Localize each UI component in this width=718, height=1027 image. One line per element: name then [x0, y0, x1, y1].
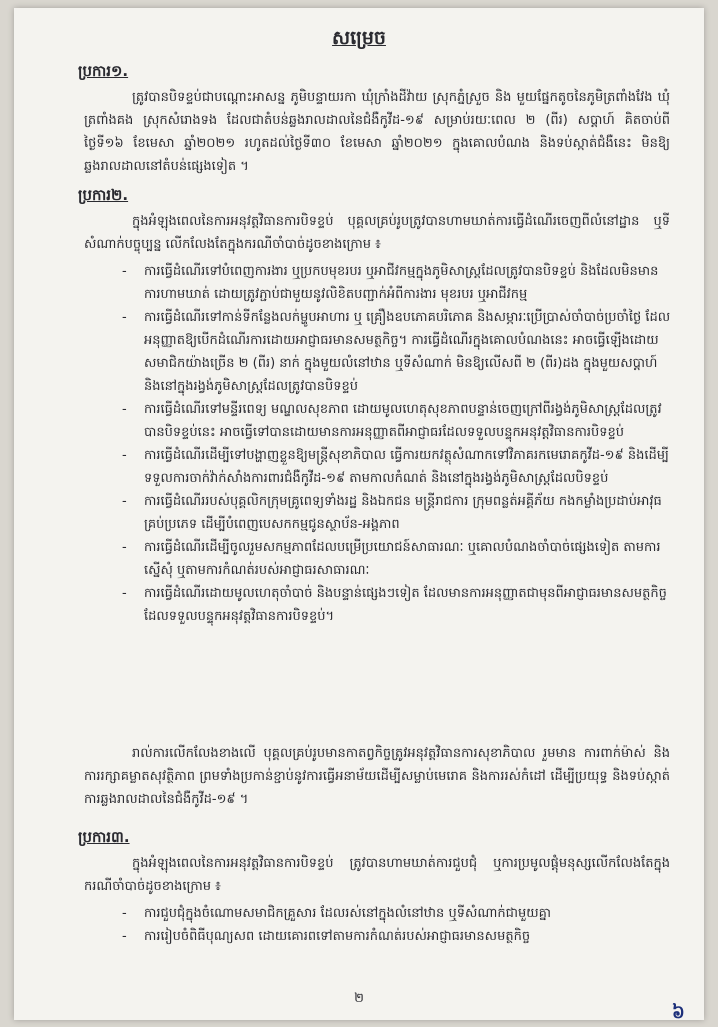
section-3-intro [84, 852, 670, 898]
page-number: ២ [354, 991, 364, 1006]
list-item-text: ការធ្វើដំណើរទៅកាន់ទីកន្លែងលក់ម្ហូបអាហារ ឬ គ្រឿងឧបភោគបរិភោគ និងសម្ភារៈប្រើប្រាស់ចាំបាច់ប្រចាំថ្ងៃ ដែលអនុញ្ញាតឱ្យបើកដំណើរការដោយអាជ្ញាធរមានសមត្ថកិច្ច។ ការធ្វើដំណើរក្នុងគោលបំណងនេះ អាចធ្វើឡើងដោយសមាជិកយ៉ាងច្រើន ២ (ពីរ) នាក់ ក្នុងមួយលំនៅឋាន ឬទីសំណាក់ មិនឱ្យលើសពី ២ (ពីរ)ដង ក្នុងមួយសប្ដាហ៍ និងនៅក្នុងរង្វង់ភូមិសាស្ត្រដែលត្រូវបានបិទខ្ទប់ [144, 310, 671, 394]
list-item: - ការជួបជុំក្នុងចំណោមសមាជិកគ្រួសារ ដែលរស់នៅក្នុងលំនៅឋាន ឬទីសំណាក់ជាមួយគ្នា [122, 906, 551, 921]
list-item: - ការធ្វើដំណើរទៅបំពេញការងារ ឬប្រកបមុខរបរ ឬអាជីវកម្មក្នុងភូមិសាស្ត្រដែលត្រូវបានបិទខ្ទប់ និងដែលមិនមានការហាមឃាត់ ដោយត្រូវភ្ជាប់ជាមួយនូវលិខិតបញ្ជាក់អំពីការងារ មុខរបរ ឬអាជីវកម្ម [122, 264, 659, 302]
list-item: - ការរៀបចំពិធីបុណ្យសព ដោយគោរពទៅតាមការកំណត់របស់អាជ្ញាធរមានសមត្ថកិច្ច [122, 929, 531, 944]
handwritten-page-mark: ៦ [672, 1002, 685, 1023]
section-1-heading: ប្រការ១. [78, 62, 129, 80]
list-item-text: ការធ្វើដំណើរទៅមន្ទីរពេទ្យ មណ្ឌលសុខភាព ដោយមូលហេតុសុខភាពបន្ទាន់ចេញក្រៅពីរង្វង់ភូមិសាស្ត្រដែលត្រូវបានបិទខ្ទប់នេះ អាចធ្វើទៅបានដោយមានការអនុញ្ញាតពីអាជ្ញាធរដែលទទួលបន្ទុកអនុវត្តវិធានការបិទខ្ទប់ [144, 402, 662, 440]
section-2-closing [84, 742, 670, 811]
list-item: - ការធ្វើដំណើរទៅកាន់ទីកន្លែងលក់ម្ហូបអាហារ ឬ គ្រឿងឧបភោគបរិភោគ និងសម្ភារៈប្រើប្រាស់ចាំបាច់ប្រចាំថ្ងៃ ដែលអនុញ្ញាតឱ្យបើកដំណើរការដោយអាជ្ញាធរមានសមត្ថកិច្ច។ ការធ្វើដំណើរក្នុងគោលបំណងនេះ អាចធ្វើឡើងដោយសមាជិកយ៉ាងច្រើន ២ (ពីរ) នាក់ ក្នុងមួយលំនៅឋាន ឬទីសំណាក់ មិនឱ្យលើសពី ២ (ពីរ)ដង ក្នុងមួយសប្ដាហ៍ និងនៅក្នុងរង្វង់ភូមិសាស្ត្រដែលត្រូវបានបិទខ្ទប់ [122, 310, 671, 394]
section-3-list [122, 902, 674, 948]
section-3-intro-text: ក្នុងអំឡុងពេលនៃការអនុវត្តវិធានការបិទខ្ទប់ ត្រូវបានហាមឃាត់ការជួបជុំ ឬការប្រមូលផ្ដុំមនុស្សលើកលែងតែក្នុងករណីចាំបាច់ដូចខាងក្រោម ៖ [84, 856, 670, 894]
list-item: - ការធ្វើដំណើរដោយមូលហេតុចាំបាច់ និងបន្ទាន់ផ្សេងៗទៀត ដែលមានការអនុញ្ញាតជាមុនពីអាជ្ញាធរមានសមត្ថកិច្ចដែលទទួលបន្ទុកអនុវត្តវិធានការបិទខ្ទប់។ [122, 586, 667, 624]
section-3-heading: ប្រការ៣. [78, 828, 130, 846]
section-1-text: ត្រូវបានបិទខ្ទប់ជាបណ្ដោះអាសន្ន ភូមិបន្ទាយរកា ឃុំក្រាំងដីវ៉ាយ ស្រុកភ្នំស្រួច និង មួយផ្នែកតូចនៃភូមិត្រពាំងវែង ឃុំត្រពាំងគង ស្រុកសំរោងទង ដែលជាតំបន់ឆ្លងរាលដាលនៃជំងឺកូវីដ-១៩ សម្រាប់រយៈពេល ២ (ពីរ) សប្ដាហ៍ គិតចាប់ពី ថ្ងៃទី១៦ ខែមេសា ឆ្នាំ២០២១ រហូតដល់ថ្ងៃទី៣០ ខែមេសា ឆ្នាំ២០២១ ក្នុងគោលបំណង និងទប់ស្កាត់ជំងឺនេះ មិនឱ្យឆ្លងរាលដាលនៅតំបន់ផ្សេងទៀត ។ [84, 90, 670, 174]
section-2-intro-text: ក្នុងអំឡុងពេលនៃការអនុវត្តវិធានការបិទខ្ទប់ បុគ្គលគ្រប់រូបត្រូវបានហាមឃាត់ការធ្វើដំណើរចេញពីលំនៅដ្ឋាន ឬទីសំណាក់បច្ចុប្បន្ន លើកលែងតែក្នុងករណីចាំបាច់ដូចខាងក្រោម ៖ [84, 214, 670, 252]
section-2-list [122, 260, 674, 628]
document-title: សម្រេច [332, 27, 386, 49]
list-item-text: ការជួបជុំក្នុងចំណោមសមាជិកគ្រួសារ ដែលរស់នៅក្នុងលំនៅឋាន ឬទីសំណាក់ជាមួយគ្នា [144, 906, 551, 921]
section-2-heading: ប្រការ២. [78, 186, 129, 204]
list-item: - ការធ្វើដំណើររបស់បុគ្គលិកក្រុមគ្រូពេទ្យទាំងរដ្ឋ និងឯកជន មន្ត្រីរាជការ ក្រុមពន្លត់អគ្គីភ័យ កងកម្លាំងប្រដាប់អាវុធគ្រប់ប្រភេទ ដើម្បីបំពេញបេសកកម្មជូនស្ថាប័ន-អង្គភាព [122, 494, 662, 532]
list-item-text: ការធ្វើដំណើរដើម្បីចូលរួមសកម្មភាពដែលបម្រើប្រយោជន៍សាធារណៈ ឬគោលបំណងចាំបាច់ផ្សេងទៀត តាមការស្នើសុំ ឬតាមការកំណត់របស់អាជ្ញាធរសាធារណៈ [144, 540, 661, 578]
list-item: - ការធ្វើដំណើរដើម្បីចូលរួមសកម្មភាពដែលបម្រើប្រយោជន៍សាធារណៈ ឬគោលបំណងចាំបាច់ផ្សេងទៀត តាមការស្នើសុំ ឬតាមការកំណត់របស់អាជ្ញាធរសាធារណៈ [122, 540, 661, 578]
list-item-text: ការធ្វើដំណើរទៅបំពេញការងារ ឬប្រកបមុខរបរ ឬអាជីវកម្មក្នុងភូមិសាស្ត្រដែលត្រូវបានបិទខ្ទប់ និងដែលមិនមានការហាមឃាត់ ដោយត្រូវភ្ជាប់ជាមួយនូវលិខិតបញ្ជាក់អំពីការងារ មុខរបរ ឬអាជីវកម្ម [144, 264, 659, 302]
list-item-text: ការធ្វើដំណើរដោយមូលហេតុចាំបាច់ និងបន្ទាន់ផ្សេងៗទៀត ដែលមានការអនុញ្ញាតជាមុនពីអាជ្ញាធរមានសមត្ថកិច្ចដែលទទួលបន្ទុកអនុវត្តវិធានការបិទខ្ទប់។ [144, 586, 667, 624]
section-2-intro [84, 210, 670, 256]
section-2-closing-text: រាល់ការលើកលែងខាងលើ បុគ្គលគ្រប់រូបមានកាតព្វកិច្ចត្រូវអនុវត្តវិធានការសុខាភិបាល រួមមាន ការពាក់ម៉ាស់ និងការរក្សាគម្លាតសុវត្ថិភាព ព្រមទាំងប្រកាន់ខ្ជាប់នូវការធ្វើអនាម័យដើម្បីសម្លាប់មេរោគ និងការរស់កំដៅ ដើម្បីប្រយុទ្ធ និងទប់ស្កាត់ការឆ្លងរាលដាលនៃជំងឺកូវីដ-១៩ ។ [84, 746, 670, 807]
list-item-text: ការធ្វើដំណើរដើម្បីទៅបង្ហាញខ្លួនឱ្យមន្ត្រីសុខាភិបាល ធ្វើការយកវត្ថុសំណាកទៅវិភាគរកមេរោគកូវីដ-១៩ និងដើម្បីទទួលការចាក់វ៉ាក់សាំងការពារជំងឺកូវីដ-១៩ តាមកាលកំណត់ និងនៅក្នុងរង្វង់ភូមិសាស្ត្រដែលបិទខ្ទប់ [144, 448, 669, 486]
list-item: - ការធ្វើដំណើរទៅមន្ទីរពេទ្យ មណ្ឌលសុខភាព ដោយមូលហេតុសុខភាពបន្ទាន់ចេញក្រៅពីរង្វង់ភូមិសាស្ត្រដែលត្រូវបានបិទខ្ទប់នេះ អាចធ្វើទៅបានដោយមានការអនុញ្ញាតពីអាជ្ញាធរដែលទទួលបន្ទុកអនុវត្តវិធានការបិទខ្ទប់ [122, 402, 662, 440]
list-item: - ការធ្វើដំណើរដើម្បីទៅបង្ហាញខ្លួនឱ្យមន្ត្រីសុខាភិបាល ធ្វើការយកវត្ថុសំណាកទៅវិភាគរកមេរោគកូវីដ-១៩ និងដើម្បីទទួលការចាក់វ៉ាក់សាំងការពារជំងឺកូវីដ-១៩ តាមកាលកំណត់ និងនៅក្នុងរង្វង់ភូមិសាស្ត្រដែលបិទខ្ទប់ [122, 448, 669, 486]
list-item-text: ការរៀបចំពិធីបុណ្យសព ដោយគោរពទៅតាមការកំណត់របស់អាជ្ញាធរមានសមត្ថកិច្ច [144, 929, 531, 944]
section-1-paragraph [84, 86, 670, 178]
list-item-text: ការធ្វើដំណើររបស់បុគ្គលិកក្រុមគ្រូពេទ្យទាំងរដ្ឋ និងឯកជន មន្ត្រីរាជការ ក្រុមពន្លត់អគ្គីភ័យ កងកម្លាំងប្រដាប់អាវុធគ្រប់ប្រភេទ ដើម្បីបំពេញបេសកកម្មជូនស្ថាប័ន-អង្គភាព [144, 494, 662, 532]
